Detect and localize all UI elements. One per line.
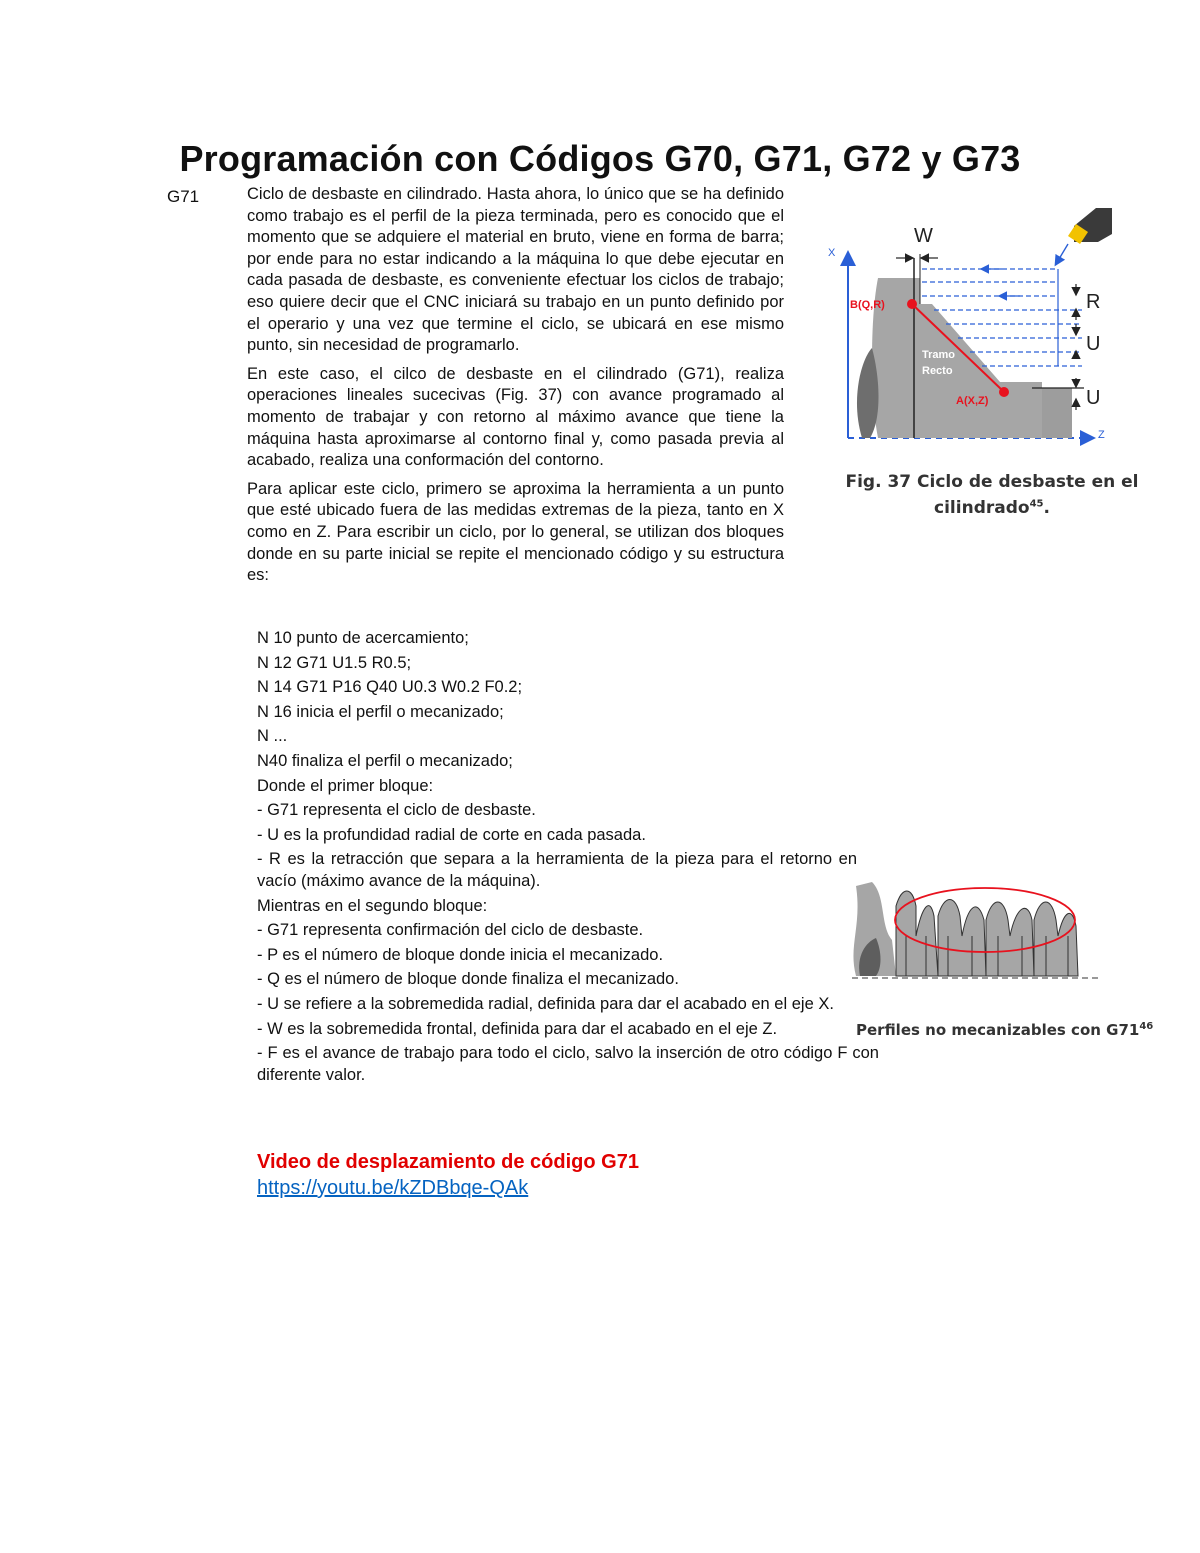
list-item: Donde el primer bloque:: [257, 776, 434, 795]
intro-text: [247, 184, 784, 594]
caption-line: cilindrado$^{45}$.: [934, 498, 1050, 518]
paragraph: En este caso, el cilco de desbaste en el cilindrado (G71), realiza operaciones lineales sucecivas (Fig. 37) con avance programado al momento de trabajar y con retorno al máximo avance que tiene la máquina hasta aproximarse al contorno final y, como pasada previa al acabado, realiza una conformación del contorno.: [247, 364, 784, 470]
list-item: - G71 representa confirmación del ciclo de desbaste.: [257, 921, 644, 940]
w-label: W: [914, 225, 933, 247]
list-item: Mientras en el segundo bloque:: [257, 896, 488, 915]
video-section: [257, 1149, 817, 1201]
point-a-marker: [999, 387, 1009, 397]
u-label-2: U: [1086, 387, 1101, 409]
figure-46-caption: Perfiles no mecanizables con $G71^{46}$: [856, 1021, 1154, 1039]
tramo-label: Tramo: [922, 349, 956, 361]
paragraph: Ciclo de desbaste en cilindrado. Hasta ahora, lo único que se ha definido como trabajo es el perfil de la pieza terminada, pero es conocido que el momento que se adquiere el material en bruto, viene en forma de barra; por ende para no estar indicando a la máquina lo que debe ejecutar en cada pasada de desbaste, es conveniente efectuar los ciclos de trabajo; eso quiere decir que el CNC iniciará su trabajo en un punto definido por el operario y una vez que termine el ciclo, se ubicará en ese mismo punto, sin necesidad de programarlo.: [247, 185, 784, 355]
u-label-1: U: [1086, 333, 1101, 355]
figure-37-caption: [822, 469, 1162, 521]
list-item: - G71 representa el ciclo de desbaste.: [257, 801, 536, 820]
list-item: - F es el avance de trabajo para todo el ciclo, salvo la inserción de otro código F con diferente valor.: [257, 1044, 879, 1084]
list-item: - U es la profundidad radial de corte en cada pasada.: [257, 825, 646, 844]
footnote-ref: 46: [1139, 1021, 1154, 1032]
list-item: N 10 punto de acercamiento;: [257, 629, 469, 647]
point-a-label: A(X,Z): [956, 395, 989, 407]
list-item: - Q es el número de bloque donde finaliza el mecanizado.: [257, 970, 679, 989]
code-label: G71: [167, 187, 200, 206]
list-item: - U se refiere a la sobremedida radial, definida para dar el acabado en el eje X.: [257, 994, 834, 1013]
z-axis-label: Z: [1098, 429, 1105, 441]
footnote-ref: 45: [1029, 498, 1044, 510]
list-item: N 12 G71 U1.5 R0.5;: [257, 653, 412, 672]
video-link[interactable]: https://youtu.be/kZDBbqe-QAk: [257, 1177, 529, 1199]
list-item: - W es la sobremedida frontal, definida para dar el acabado en el eje Z.: [257, 1019, 778, 1038]
page-title: Programación con Códigos G70, G71, G72 y G73: [179, 138, 1021, 179]
figure-46: [852, 876, 1162, 1043]
list-item: N 14 G71 P16 Q40 U0.3 W0.2 F0.2;: [257, 678, 523, 697]
r-label: R: [1086, 291, 1101, 313]
roughing-cycle-diagram: [822, 198, 1162, 448]
figure-37: [822, 198, 1162, 521]
video-title: Video de desplazamiento de código G71: [257, 1151, 639, 1173]
list-item: - R es la retracción que separa a la herramienta de la pieza para el retorno en vacío (máximo avance de la máquina).: [257, 850, 857, 890]
list-item: N 16 inicia el perfil o mecanizado;: [257, 702, 504, 721]
x-axis-label: X: [828, 247, 836, 259]
list-item: N ...: [257, 727, 288, 746]
list-item: N40 finaliza el perfil o mecanizado;: [257, 751, 513, 770]
caption-line: Fig. 37 Ciclo de desbaste en el: [845, 472, 1139, 492]
point-b-marker: [907, 299, 917, 309]
code-block-list: [257, 628, 879, 1089]
point-b-label: B(Q,R): [850, 299, 885, 311]
recto-label: Recto: [922, 365, 953, 377]
non-machinable-profiles-diagram: [852, 876, 1102, 986]
paragraph: Para aplicar este ciclo, primero se aproxima la herramienta a un punto que esté ubicado fuera de las medidas extremas de la pieza, tanto en X como en Z. Para escribir un ciclo, por lo general, se utilizan dos bloques donde en su parte inicial se repite el mencionado código y su estructura es:: [247, 479, 784, 585]
workpiece-end: [1042, 388, 1072, 438]
list-item: - P es el número de bloque donde inicia el mecanizado.: [257, 945, 664, 964]
